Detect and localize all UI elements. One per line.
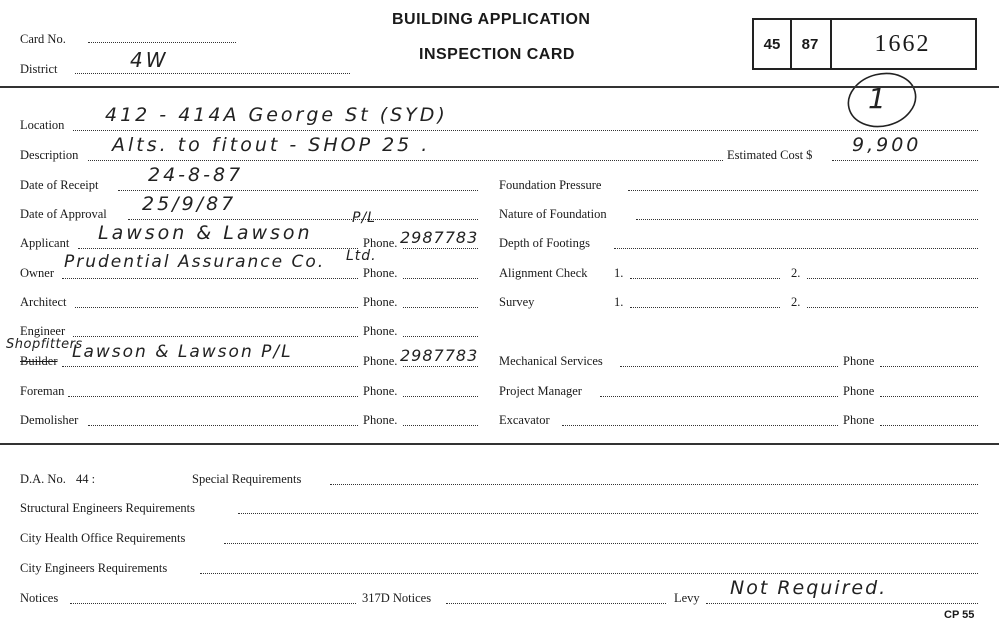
applicant-line[interactable] — [78, 248, 358, 249]
owner-phone-line[interactable] — [403, 278, 478, 279]
estimated-cost-value: 9,900 — [852, 134, 922, 156]
project-manager-line[interactable] — [600, 396, 838, 397]
owner-phone-label: Phone. — [363, 266, 398, 280]
levy-value: Not Required. — [730, 577, 888, 599]
engineer-line[interactable] — [73, 336, 358, 337]
engineer-label: Engineer — [20, 324, 66, 338]
da-no-value: 44 : — [76, 472, 96, 486]
card-box-b: 87 — [790, 18, 832, 70]
owner-label: Owner — [20, 266, 55, 280]
alignment-num-1: 1. — [614, 266, 624, 280]
district-line[interactable] — [75, 73, 350, 74]
application-number: 1662 — [830, 18, 977, 70]
architect-phone-line[interactable] — [403, 307, 478, 308]
header-divider — [0, 86, 999, 88]
notices-label: Notices — [20, 591, 59, 605]
location-label: Location — [20, 118, 65, 132]
demolisher-line[interactable] — [88, 425, 358, 426]
card-no-label: Card No. — [20, 32, 66, 46]
date-approval-line[interactable] — [128, 219, 478, 220]
depth-footings-line[interactable] — [614, 248, 978, 249]
foreman-line[interactable] — [68, 396, 358, 397]
applicant-label: Applicant — [20, 236, 70, 250]
notices-line[interactable] — [70, 603, 356, 604]
applicant-note: P/L — [352, 210, 376, 226]
demolisher-phone-label: Phone. — [363, 413, 398, 427]
nature-foundation-label: Nature of Foundation — [499, 207, 607, 221]
special-requirements-label: Special Requirements — [192, 472, 302, 486]
levy-line[interactable] — [706, 603, 978, 604]
foreman-phone-line[interactable] — [403, 396, 478, 397]
builder-phone-line[interactable] — [403, 366, 478, 367]
estimated-cost-line[interactable] — [832, 160, 978, 161]
city-health-label: City Health Office Requirements — [20, 531, 186, 545]
applicant-phone-line[interactable] — [403, 248, 478, 249]
mechanical-services-label: Mechanical Services — [499, 354, 603, 368]
excavator-phone-line[interactable] — [880, 425, 978, 426]
engineer-phone-line[interactable] — [403, 336, 478, 337]
description-value: Alts. to fitout - SHOP 25 . — [112, 134, 431, 156]
city-health-line[interactable] — [224, 543, 978, 544]
form-title-line1: BUILDING APPLICATION — [392, 11, 591, 28]
builder-phone-label: Phone. — [363, 354, 398, 368]
mechanical-phone-line[interactable] — [880, 366, 978, 367]
district-label: District — [20, 62, 58, 76]
district-value: 4W — [130, 48, 169, 72]
builder-line[interactable] — [62, 366, 358, 367]
survey-num-1: 1. — [614, 295, 624, 309]
alignment-line-2[interactable] — [807, 278, 978, 279]
project-manager-phone-line[interactable] — [880, 396, 978, 397]
foundation-pressure-line[interactable] — [628, 190, 978, 191]
city-engineers-line[interactable] — [200, 573, 978, 574]
card-no-line[interactable] — [88, 42, 236, 43]
excavator-label: Excavator — [499, 413, 550, 427]
notices-317d-label: 317D Notices — [362, 591, 432, 605]
middle-divider — [0, 443, 999, 445]
survey-line-1[interactable] — [630, 307, 780, 308]
structural-engineers-label: Structural Engineers Requirements — [20, 501, 195, 515]
survey-label: Survey — [499, 295, 535, 309]
circled-mark-value: 1 — [868, 82, 886, 115]
date-receipt-value: 24-8-87 — [148, 164, 244, 186]
notices-317d-line[interactable] — [446, 603, 666, 604]
levy-label: Levy — [674, 591, 700, 605]
location-value: 412 - 414A George St (SYD) — [105, 104, 448, 126]
builder-value: Lawson & Lawson P/L — [72, 342, 293, 362]
applicant-phone-label: Phone. — [363, 236, 398, 250]
location-line[interactable] — [73, 130, 978, 131]
form-title-line2: INSPECTION CARD — [419, 46, 575, 63]
city-engineers-label: City Engineers Requirements — [20, 561, 168, 575]
card-box-a: 45 — [752, 18, 792, 70]
depth-footings-label: Depth of Footings — [499, 236, 590, 250]
demolisher-phone-line[interactable] — [403, 425, 478, 426]
applicant-phone-value: 2987783 — [400, 228, 479, 247]
special-requirements-line[interactable] — [330, 484, 978, 485]
architect-line[interactable] — [75, 307, 358, 308]
alignment-line-1[interactable] — [630, 278, 780, 279]
excavator-phone-label: Phone — [843, 413, 875, 427]
mechanical-phone-label: Phone — [843, 354, 875, 368]
date-approval-label: Date of Approval — [20, 207, 107, 221]
foundation-pressure-label: Foundation Pressure — [499, 178, 602, 192]
alignment-check-label: Alignment Check — [499, 266, 588, 280]
excavator-line[interactable] — [562, 425, 838, 426]
survey-num-2: 2. — [791, 295, 801, 309]
nature-foundation-line[interactable] — [636, 219, 978, 220]
structural-engineers-line[interactable] — [238, 513, 978, 514]
owner-value: Prudential Assurance Co. — [64, 252, 326, 272]
project-manager-label: Project Manager — [499, 384, 582, 398]
demolisher-label: Demolisher — [20, 413, 79, 427]
project-manager-phone-label: Phone — [843, 384, 875, 398]
applicant-value: Lawson & Lawson — [98, 222, 313, 244]
estimated-cost-label: Estimated Cost $ — [727, 148, 813, 162]
builder-annotation: Shopfitters — [6, 337, 83, 352]
date-receipt-line[interactable] — [118, 190, 478, 191]
engineer-phone-label: Phone. — [363, 324, 398, 338]
architect-label: Architect — [20, 295, 67, 309]
foreman-phone-label: Phone. — [363, 384, 398, 398]
description-line[interactable] — [88, 160, 723, 161]
date-receipt-label: Date of Receipt — [20, 178, 99, 192]
owner-note: Ltd. — [346, 248, 377, 264]
description-label: Description — [20, 148, 79, 162]
architect-phone-label: Phone. — [363, 295, 398, 309]
form-code: CP 55 — [944, 609, 975, 621]
foreman-label: Foreman — [20, 384, 65, 398]
alignment-num-2: 2. — [791, 266, 801, 280]
survey-line-2[interactable] — [807, 307, 978, 308]
owner-line[interactable] — [62, 278, 358, 279]
date-approval-value: 25/9/87 — [142, 193, 237, 215]
da-no-label: D.A. No. — [20, 472, 66, 486]
builder-label: Builder — [20, 354, 58, 368]
builder-phone-value: 2987783 — [400, 346, 479, 365]
mechanical-services-line[interactable] — [620, 366, 838, 367]
